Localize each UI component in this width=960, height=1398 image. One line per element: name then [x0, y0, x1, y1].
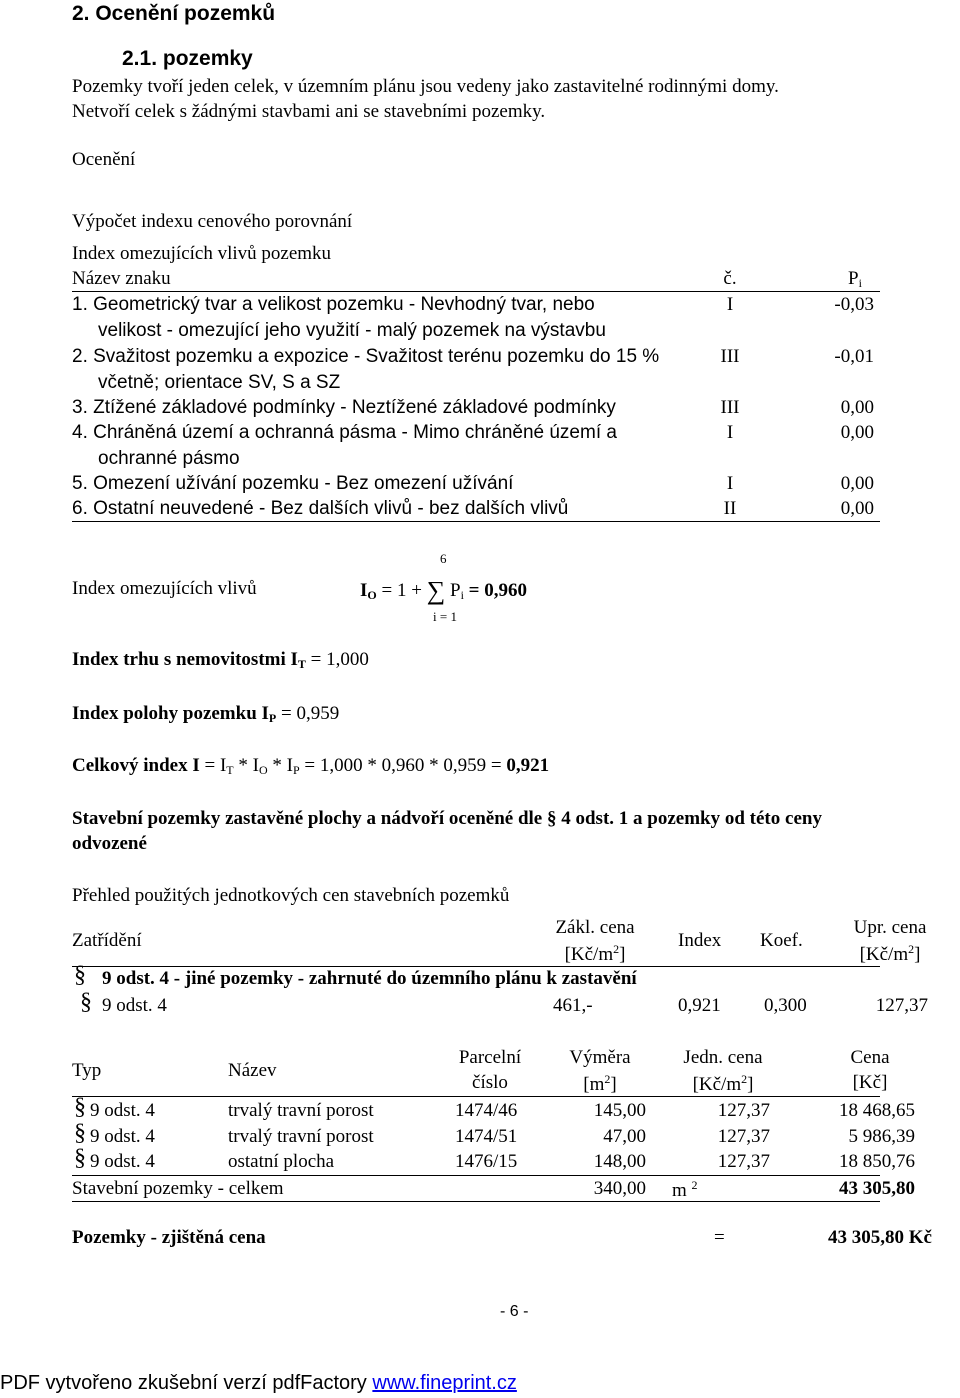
sum-upper-limit: 6	[440, 551, 447, 566]
parcel-row-1-typ: 9 odst. 4	[90, 1100, 155, 1121]
header-jedn-cena: Jedn. cena	[683, 1047, 763, 1068]
index-polohy: Index polohy pozemku $I_P = 0,959$	[72, 703, 340, 725]
header-upr-unit: $[Kč/m^2]$	[859, 942, 921, 965]
header-koef: Koef.	[760, 930, 803, 951]
header-zakl-cena: Zákl. cena	[555, 917, 635, 938]
index-row-2-line2: včetně; orientace SV, S a SZ	[98, 372, 341, 393]
section-mark-icon: §	[80, 989, 92, 1015]
header-zakl-unit: $[Kč/m^2]$	[564, 942, 626, 965]
prehled-header-divider	[72, 966, 880, 967]
prehled-group: 9 odst. 4 - jiné pozemky - zahrnuté do územního plánu k zastavění	[102, 968, 637, 989]
section-mark-icon: §	[74, 962, 86, 988]
index-trhu: Index trhu s nemovitostmi $I_T = 1,000$	[72, 649, 369, 671]
prehled-row-name: 9 odst. 4	[102, 995, 167, 1016]
parcel-row-2-vym: 47,00	[603, 1126, 646, 1147]
prehled-row-zakl: 461,-	[553, 995, 593, 1016]
index-row-5-value: 0,00	[840, 473, 874, 494]
index-row-2-class: III	[720, 346, 740, 367]
header-cislo: číslo	[472, 1072, 508, 1093]
header-vymera-unit: $[m^2]$	[583, 1072, 617, 1095]
intro-line-2: Netvoří celek s žádnými stavbami ani se stavebními pozemky.	[72, 101, 546, 122]
parcel-row-2-jedn: 127,37	[717, 1126, 770, 1147]
section-mark-icon: §	[74, 1094, 86, 1120]
index-title: Výpočet indexu cenového porovnání	[72, 211, 353, 232]
index-row-4-line2: ochranné pásmo	[98, 448, 240, 469]
header-typ: Typ	[72, 1060, 102, 1081]
index-row-4-class: I	[726, 422, 734, 443]
final-value: 43 305,80 Kč	[828, 1227, 932, 1248]
index-row-2-line1: 2. Svažitost pozemku a expozice - Svažitost terénu pozemku do 15 %	[72, 346, 660, 367]
parcel-row-1-parc: 1474/46	[455, 1100, 518, 1121]
index-row-1-line2: velikost - omezující jeho využití - malý pozemek na výstavbu	[98, 320, 606, 341]
header-jedn-unit: $[Kč/m^2]$	[692, 1072, 754, 1095]
prehled-row-koef: 0,300	[764, 995, 807, 1016]
index-row-6-value: 0,00	[840, 498, 874, 519]
parcel-row-2-typ: 9 odst. 4	[90, 1126, 155, 1147]
parcel-row-3-cena: 18 850,76	[839, 1151, 915, 1172]
parcels-total-area: 340,00	[593, 1178, 646, 1199]
subsection-heading: 2.1. pozemky	[122, 47, 253, 70]
parcel-row-2-parc: 1474/51	[455, 1126, 518, 1147]
parcel-row-3-nazev: ostatní plocha	[228, 1151, 335, 1172]
parcel-row-3-jedn: 127,37	[717, 1151, 770, 1172]
intro-line-1: Pozemky tvoří jeden celek, v územním plánu jsou vedeny jako zastavitelné rodinnými domy.	[72, 76, 779, 97]
parcels-total-unit: m $^2$	[672, 1178, 698, 1201]
index-row-6-class: II	[723, 498, 737, 519]
index-row-3-class: III	[720, 397, 740, 418]
parcel-row-2-nazev: trvalý travní porost	[228, 1126, 374, 1147]
page-number: - 6 -	[500, 1303, 529, 1320]
celkovy-index: Celkový index $I = I_T * I_O * I_P = 1,000 * 0,960 * 0,959 = 0,921$	[72, 755, 550, 777]
parcels-rows-divider	[72, 1175, 880, 1176]
index-row-6-line1: 6. Ostatní neuvedené - Bez dalších vlivů - bez dalších vlivů	[72, 498, 569, 519]
index-row-1-value: -0,03	[834, 294, 874, 315]
formula-expression: $I_O = 1$ + ∑ $P_i = 0,960$	[360, 576, 527, 605]
index-row-2-value: -0,01	[834, 346, 874, 367]
parcels-total-price: 43 305,80	[839, 1178, 915, 1199]
col-header-num: č.	[723, 268, 737, 289]
parcels-total-label: Stavební pozemky - celkem	[72, 1178, 284, 1199]
index-row-4-line1: 4. Chráněná území a ochranná pásma - Mimo chráněné území a	[72, 422, 617, 443]
sum-lower-limit: i = 1	[433, 609, 457, 624]
section-mark-icon: §	[74, 1120, 86, 1146]
parcel-row-2-cena: 5 986,39	[848, 1126, 915, 1147]
formula-label: Index omezujících vlivů	[72, 578, 257, 599]
parcel-row-1-nazev: trvalý travní porost	[228, 1100, 374, 1121]
index-subtitle: Index omezujících vlivů pozemku	[72, 243, 332, 264]
parcel-row-3-vym: 148,00	[593, 1151, 646, 1172]
index-row-5-line1: 5. Omezení užívání pozemku - Bez omezení užívání	[72, 473, 514, 494]
parcel-row-3-parc: 1476/15	[455, 1151, 518, 1172]
index-row-3-line1: 3. Ztížené základové podmínky - Neztížené základové podmínky	[72, 397, 616, 418]
header-index: Index	[678, 930, 722, 951]
header-zatrideni: Zatřídění	[72, 930, 142, 951]
header-cena-unit: [Kč]	[852, 1072, 888, 1093]
footer-link[interactable]: www.fineprint.cz	[372, 1372, 517, 1394]
col-header-pi: $P_i$	[848, 268, 862, 290]
stavebni-line-1: Stavební pozemky zastavěné plochy a nádvoří oceněné dle § 4 odst. 1 a pozemky od této ceny	[72, 808, 822, 829]
header-parcelni: Parcelní	[458, 1047, 522, 1068]
parcels-header-divider	[72, 1096, 880, 1097]
stavebni-line-2: odvozené	[72, 833, 147, 854]
final-equals: =	[714, 1227, 725, 1248]
header-divider	[72, 291, 880, 292]
oceneni-label: Ocenění	[72, 149, 136, 170]
section-mark-icon: §	[74, 1145, 86, 1171]
header-vymera: Výměra	[569, 1047, 631, 1068]
header-upr-cena: Upr. cena	[853, 917, 927, 938]
prehled-row-upr: 127,37	[875, 995, 928, 1016]
prehled-title: Přehled použitých jednotkových cen stavebních pozemků	[72, 885, 510, 906]
parcel-row-1-jedn: 127,37	[717, 1100, 770, 1121]
index-row-4-value: 0,00	[840, 422, 874, 443]
parcel-row-3-typ: 9 odst. 4	[90, 1151, 155, 1172]
header-cena: Cena	[850, 1047, 890, 1068]
section-heading: 2. Ocenění pozemků	[72, 2, 276, 25]
index-row-3-value: 0,00	[840, 397, 874, 418]
index-row-1-line1: 1. Geometrický tvar a velikost pozemku - Nevhodný tvar, nebo	[72, 294, 595, 315]
col-header-name: Název znaku	[72, 268, 171, 289]
parcel-row-1-vym: 145,00	[593, 1100, 646, 1121]
index-row-5-class: I	[726, 473, 734, 494]
parcels-total-divider	[72, 1201, 880, 1202]
prehled-row-index: 0,921	[678, 995, 721, 1016]
header-nazev: Název	[228, 1060, 277, 1081]
pdf-footer: PDF vytvořeno zkušební verzí pdfFactory www.fineprint.cz	[0, 1372, 517, 1394]
final-label: Pozemky - zjištěná cena	[72, 1227, 266, 1248]
index-row-1-class: I	[726, 294, 734, 315]
parcel-row-1-cena: 18 468,65	[839, 1100, 915, 1121]
index-table-bottom-line	[72, 521, 880, 522]
